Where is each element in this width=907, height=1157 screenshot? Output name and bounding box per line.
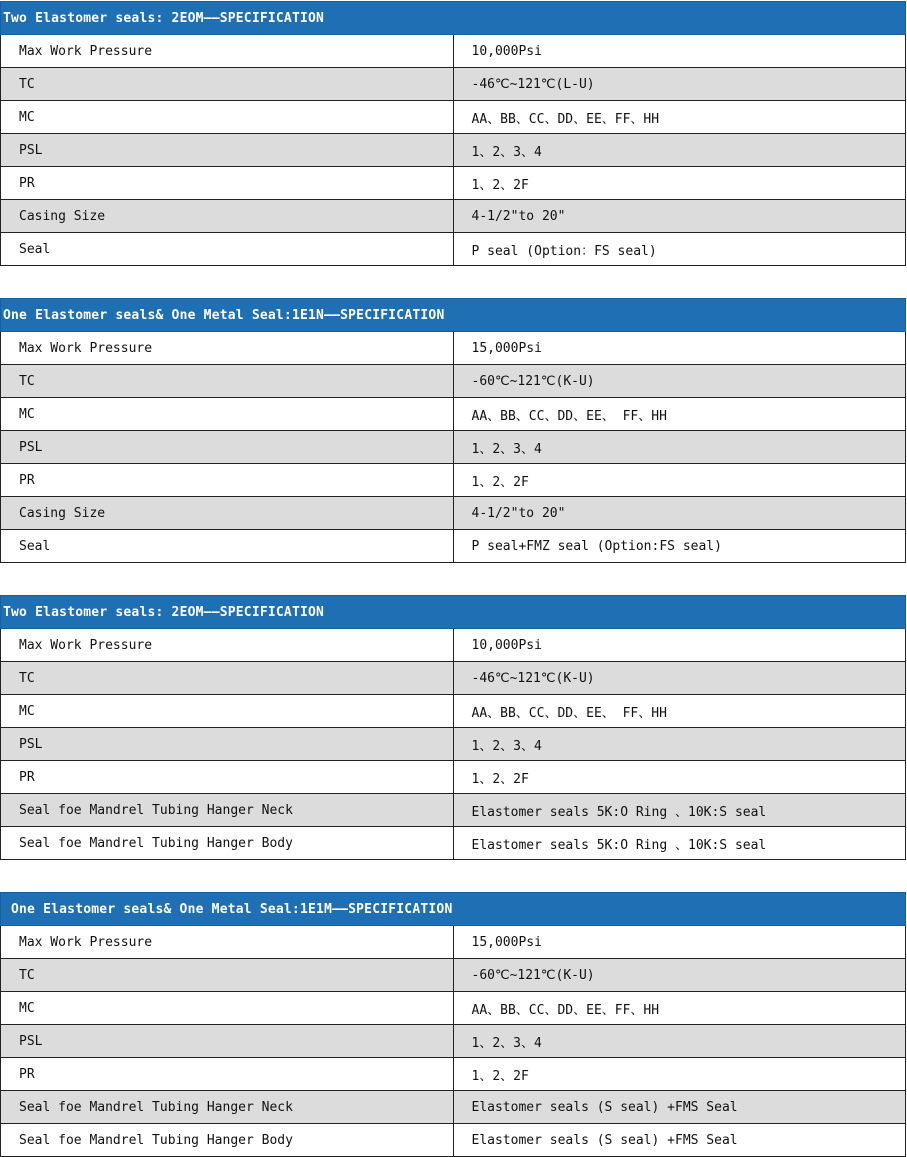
table-row [1,35,906,68]
row-label: PSL [1,134,454,167]
row-label: Seal foe Mandrel Tubing Hanger Body [1,827,454,860]
spec-table-4 [0,892,906,1157]
row-value: 1、2、2F [453,761,906,794]
table-row [1,662,906,695]
row-label: PSL [1,728,454,761]
table-row [1,200,906,233]
table-title: One Elastomer seals& One Metal Seal:1E1N——SPECIFICATION [1,299,906,332]
row-label: PR [1,464,454,497]
row-label: TC [1,68,454,101]
row-value: AA、BB、CC、DD、EE、 FF、HH [453,695,906,728]
table-row [1,959,906,992]
row-value: Elastomer seals 5K:O Ring 、10K:S seal [453,827,906,860]
row-label: PR [1,167,454,200]
row-label: Casing Size [1,200,454,233]
row-value: 1、2、2F [453,464,906,497]
table-row [1,1058,906,1091]
row-value: 1、2、3、4 [453,134,906,167]
table-title: Two Elastomer seals: 2EOM——SPECIFICATION [1,2,906,35]
row-value: -60℃~121℃(K-U) [453,959,906,992]
row-value: AA、BB、CC、DD、EE、 FF、HH [453,398,906,431]
row-label: Seal [1,233,454,266]
row-label: Seal foe Mandrel Tubing Hanger Neck [1,794,454,827]
row-value: AA、BB、CC、DD、EE、FF、HH [453,992,906,1025]
table-header [1,893,906,926]
row-label: PSL [1,1025,454,1058]
table-row [1,464,906,497]
row-value: -60℃~121℃(K-U) [453,365,906,398]
table-row [1,728,906,761]
row-value: Elastomer seals (S seal) +FMS Seal [453,1091,906,1124]
row-label: MC [1,992,454,1025]
spec-table-1 [0,1,906,266]
table-row [1,1025,906,1058]
table-row [1,827,906,860]
table-header [1,596,906,629]
table-title: One Elastomer seals& One Metal Seal:1E1M——SPECIFICATION [1,893,906,926]
row-value: 10,000Psi [453,629,906,662]
table-row [1,398,906,431]
table-row [1,761,906,794]
table-row [1,101,906,134]
row-label: Max Work Pressure [1,35,454,68]
table-row [1,794,906,827]
row-label: TC [1,365,454,398]
table-row [1,1124,906,1157]
table-row [1,68,906,101]
row-value: 1、2、2F [453,1058,906,1091]
row-label: Max Work Pressure [1,332,454,365]
row-label: MC [1,695,454,728]
spec-table-2 [0,298,906,563]
row-label: PR [1,761,454,794]
row-value: Elastomer seals 5K:O Ring 、10K:S seal [453,794,906,827]
row-label: Seal foe Mandrel Tubing Hanger Neck [1,1091,454,1124]
row-value: 15,000Psi [453,332,906,365]
table-row [1,1091,906,1124]
row-value: Elastomer seals (S seal) +FMS Seal [453,1124,906,1157]
table-row [1,629,906,662]
row-value: 1、2、3、4 [453,1025,906,1058]
row-label: Casing Size [1,497,454,530]
row-value: -46℃~121℃(L-U) [453,68,906,101]
row-value: 4-1/2"to 20" [453,200,906,233]
table-title: Two Elastomer seals: 2EOM——SPECIFICATION [1,596,906,629]
table-header [1,299,906,332]
row-value: 4-1/2"to 20" [453,497,906,530]
row-label: TC [1,662,454,695]
row-label: PR [1,1058,454,1091]
table-row [1,926,906,959]
table-row [1,497,906,530]
row-label: TC [1,959,454,992]
row-value: 15,000Psi [453,926,906,959]
table-row [1,167,906,200]
row-value: AA、BB、CC、DD、EE、FF、HH [453,101,906,134]
row-value: P seal (Option：FS seal) [453,233,906,266]
spec-table-3 [0,595,906,860]
row-value: P seal+FMZ seal (Option:FS seal) [453,530,906,563]
row-value: 10,000Psi [453,35,906,68]
row-label: Seal foe Mandrel Tubing Hanger Body [1,1124,454,1157]
table-row [1,431,906,464]
table-row [1,332,906,365]
row-label: Seal [1,530,454,563]
row-value: 1、2、3、4 [453,728,906,761]
table-row [1,365,906,398]
table-row [1,695,906,728]
table-row [1,134,906,167]
row-label: MC [1,101,454,134]
row-label: MC [1,398,454,431]
table-row [1,530,906,563]
row-label: Max Work Pressure [1,629,454,662]
row-label: Max Work Pressure [1,926,454,959]
table-header [1,2,906,35]
row-label: PSL [1,431,454,464]
row-value: 1、2、3、4 [453,431,906,464]
row-value: -46℃~121℃(K-U) [453,662,906,695]
row-value: 1、2、2F [453,167,906,200]
table-row [1,992,906,1025]
table-row [1,233,906,266]
